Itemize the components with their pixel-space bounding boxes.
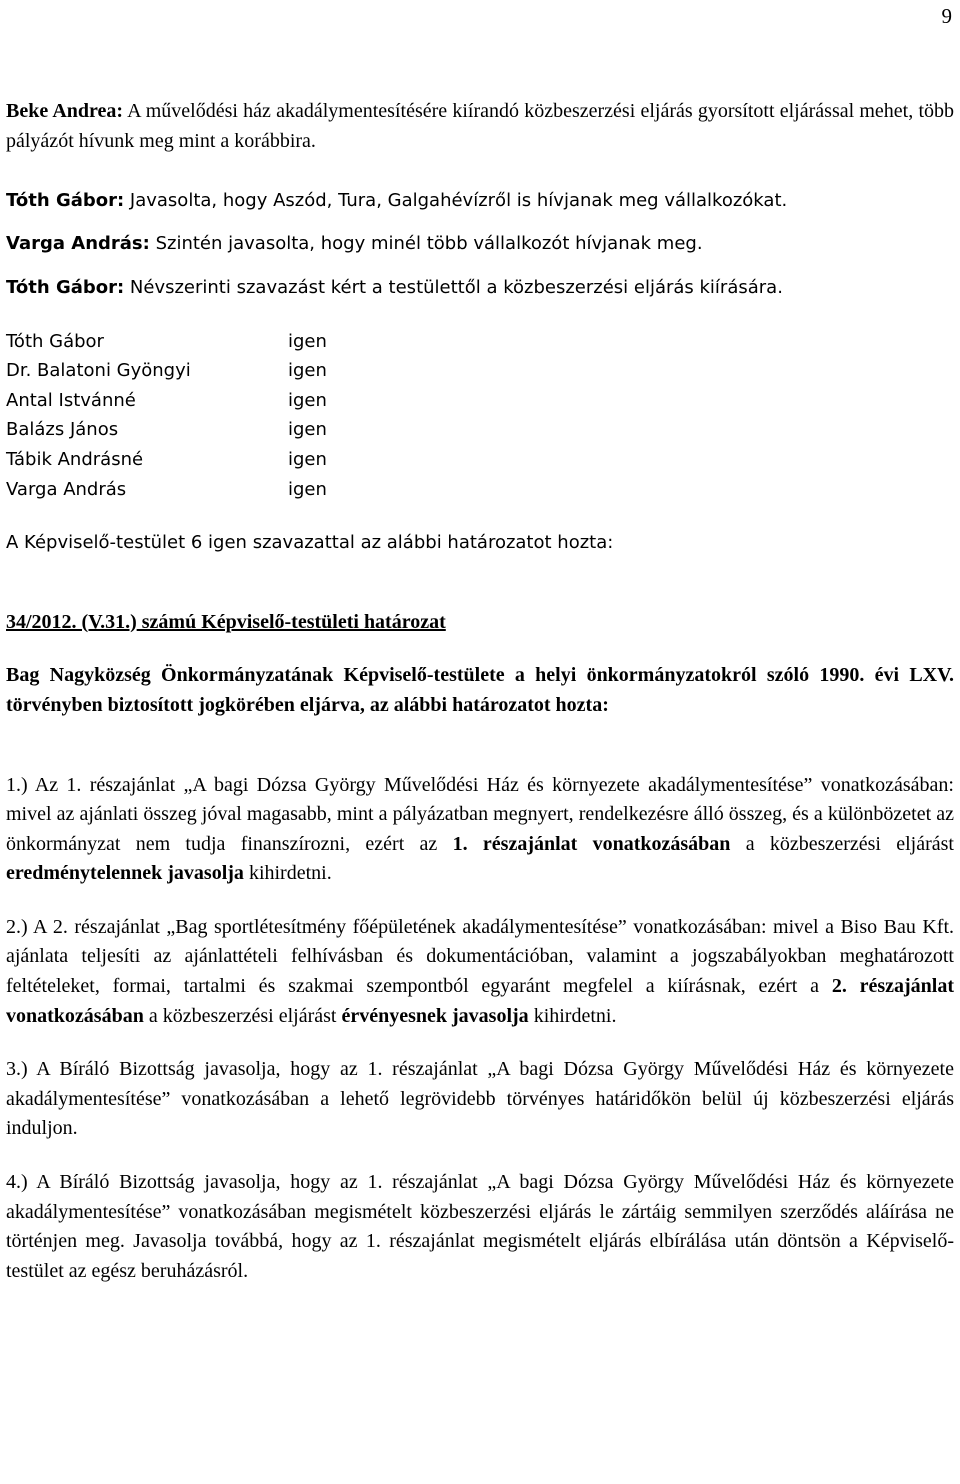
voter-name: Antal Istvánné — [6, 389, 136, 411]
item-text: kihirdetni. — [243, 862, 332, 885]
paragraph-toth-gabor-2 — [6, 273, 954, 303]
paragraph-text: A művelődési ház akadálymentesítésére kiírandó közbeszerzési eljárás gyorsított eljárással mehet, több pályázót hívunk meg mint a korábbira. — [6, 100, 955, 152]
item-bold-text: 1. részajánlat vonatkozásában — [452, 832, 731, 855]
voter-name: Varga András — [6, 478, 127, 500]
vote-row — [6, 445, 327, 475]
item-text: kihirdetni. — [528, 1004, 617, 1027]
speaker-name: Tóth Gábor: — [6, 276, 125, 298]
item-bold-text: 2. részajánlat vonatkozásában — [6, 975, 955, 1027]
vote-value: igen — [288, 448, 327, 470]
speaker-name: Tóth Gábor: — [6, 189, 125, 211]
page-number: 9 — [941, 4, 952, 28]
voter-name: Tóth Gábor — [6, 330, 104, 352]
vote-value: igen — [288, 478, 327, 500]
item-bold-text: eredménytelennek javasolja — [6, 862, 244, 885]
vote-value: igen — [288, 389, 327, 411]
paragraph-varga-andras — [6, 229, 954, 259]
paragraph-text: Szintén javasolta, hogy minél több vállalkozót hívjanak meg. — [149, 233, 703, 255]
resolution-preamble: Bag Nagyközség Önkormányzatának Képviselő-testülete a helyi önkormányzatokról szóló 1990. évi LXV. törvényben biztosított jogkörében eljárva, az alábbi határozatot hozta: — [6, 664, 954, 716]
paragraph-text: Névszerinti szavazást kért a testülettől a közbeszerzési eljárás kiírására. — [124, 276, 783, 298]
item-text: a közbeszerzési eljárást — [730, 832, 954, 855]
vote-value: igen — [288, 419, 327, 441]
item-text: a közbeszerzési eljárást — [143, 1004, 342, 1027]
resolution-item-3: 3.) A Bíráló Bizottság javasolja, hogy az 1. részajánlat „A bagi Dózsa György Művelődési Ház és környezete akadálymentesítése” vonatkozásában a lehető legrövidebb törvényes határidőkön belül új közbeszerzési eljárás induljon. — [6, 1058, 954, 1140]
paragraph-toth-gabor-1 — [6, 186, 954, 216]
vote-value: igen — [288, 330, 327, 352]
resolution-item-4: 4.) A Bíráló Bizottság javasolja, hogy az 1. részajánlat „A bagi Dózsa György Művelődési Ház és környezete akadálymentesítése” vonatkozásában megismételt közbeszerzési eljárás le zártáig semmilyen szerződés aláírása ne történjen meg. Javasolja továbbá, hogy az 1. részajánlat megismételt eljárás elbírálása után döntsön a Képviselő-testület az egész beruházásról. — [6, 1171, 954, 1282]
vote-row — [6, 327, 327, 357]
resolution-title-text: számú Képviselő-testületi határozat — [136, 610, 446, 633]
resolution-number: 34/2012. (V.31.) — [6, 610, 137, 633]
paragraph-text: Javasolta, hogy Aszód, Tura, Galgahévízről is hívjanak meg vállalkozókat. — [124, 189, 788, 211]
vote-value: igen — [288, 360, 327, 382]
voter-name: Balázs János — [6, 419, 119, 441]
vote-table — [6, 327, 327, 505]
speaker-name: Beke Andrea: — [6, 100, 124, 122]
resolution-title — [6, 608, 954, 638]
item-bold-text: érvényesnek javasolja — [341, 1004, 529, 1027]
vote-row — [6, 475, 327, 505]
resolution-item-2 — [6, 913, 954, 1031]
vote-row — [6, 386, 327, 416]
voter-name: Dr. Balatoni Gyöngyi — [6, 360, 191, 382]
speaker-name: Varga András: — [6, 233, 150, 255]
voter-name: Tábik Andrásné — [6, 448, 144, 470]
document-body — [6, 97, 954, 1286]
vote-result: A Képviselő-testület 6 igen szavazattal az alábbi határozatot hozta: — [6, 532, 614, 554]
item-text: 2.) A 2. részajánlat „Bag sportlétesítmény főépületének akadálymentesítése” vonatkozásában: mivel a Biso Bau Kft. ajánlata teljesíti az ajánlattételi felhívásban és dokumentációban, valamint a jogszabályokban meghatározott feltételeket, formai, tartalmi és szakmai szempontból egyaránt megfelel a kiírásnak, ezért a — [6, 915, 954, 998]
vote-row — [6, 356, 327, 386]
paragraph-beke-andrea — [6, 97, 954, 156]
item-text: 1.) Az 1. részajánlat „A bagi Dózsa György Művelődési Ház és környezete akadálymentesítése” vonatkozásában: mivel az ajánlati összeg jóval magasabb, mint a pályázatban megnyert, rendelkezésre álló összeg, és a különbözetet az önkormányzat nem tudja finanszírozni, ezért az — [6, 773, 954, 855]
resolution-item-1 — [6, 771, 954, 889]
vote-row — [6, 415, 327, 445]
